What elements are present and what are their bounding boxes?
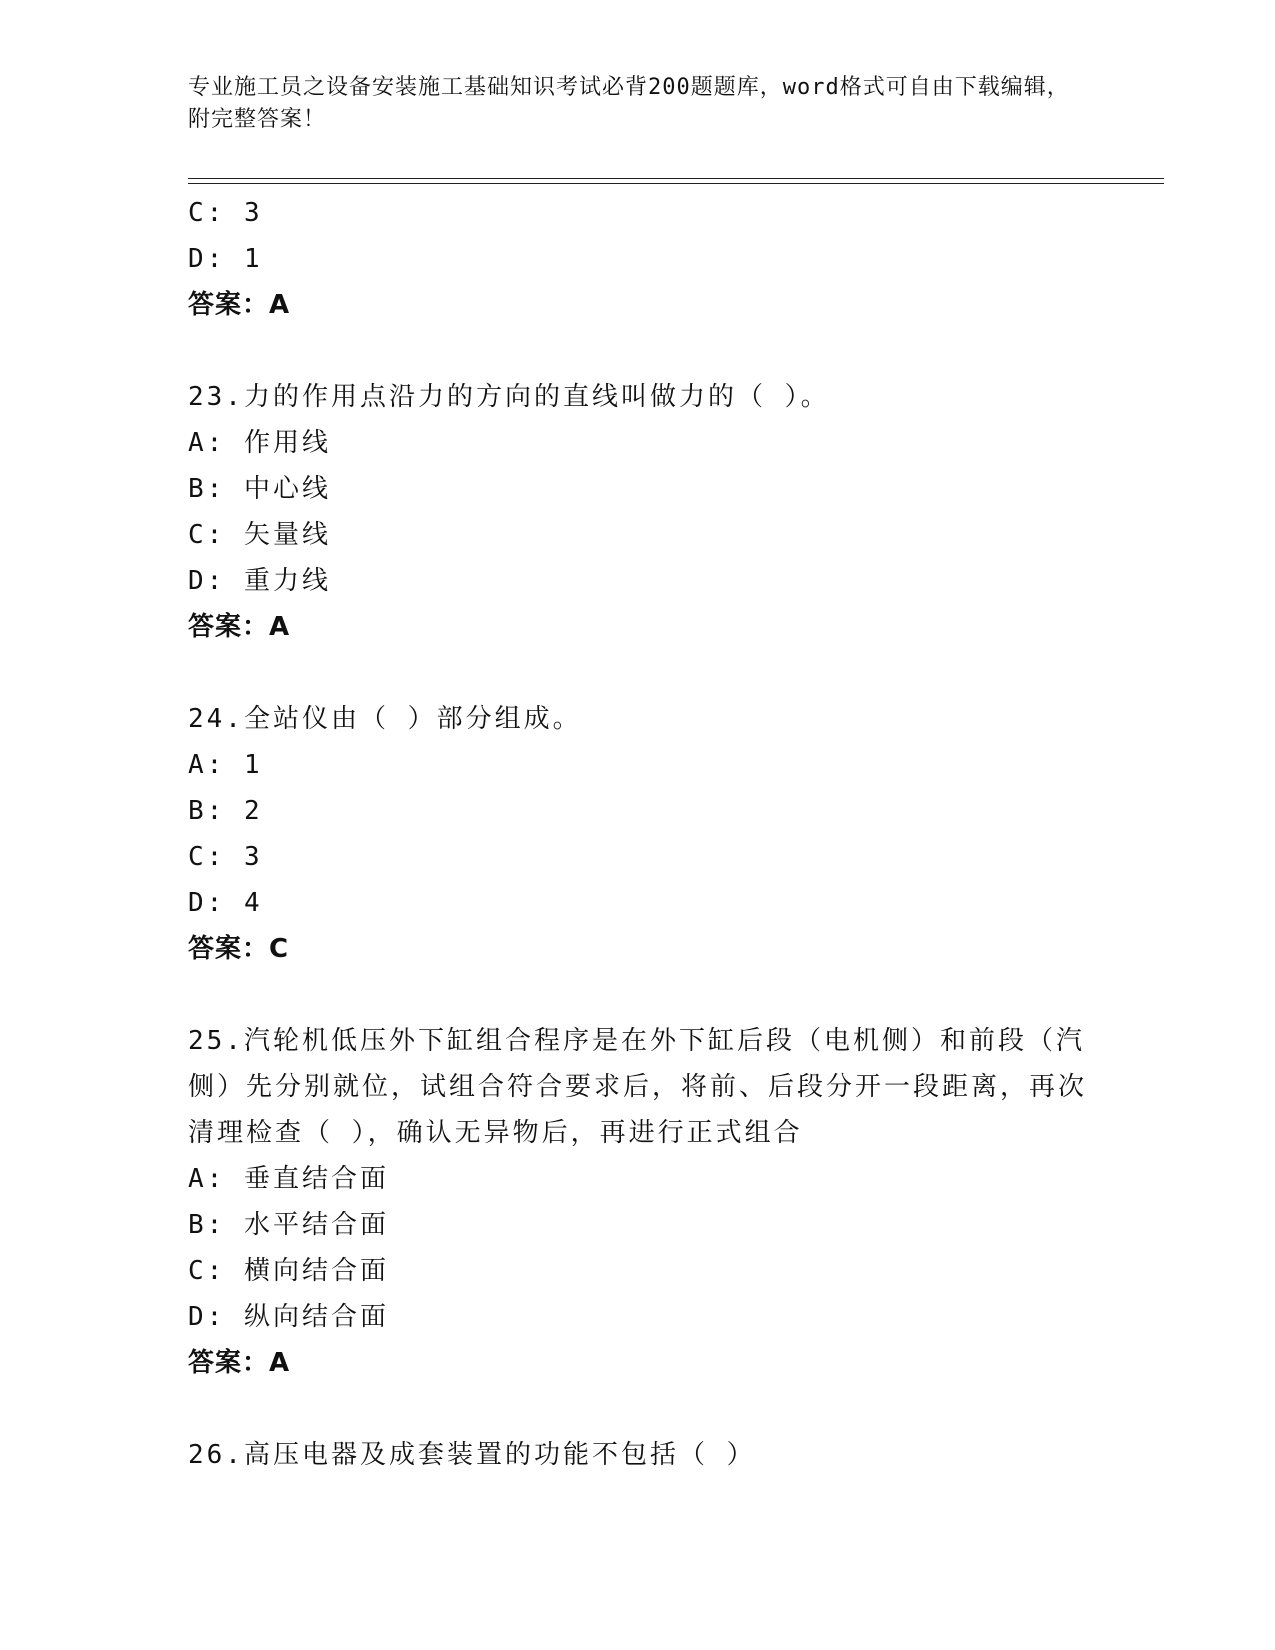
answer: 答案：A xyxy=(188,290,291,320)
option-b: B: 水平结合面 xyxy=(188,1210,389,1240)
answer: 答案：A xyxy=(188,612,291,642)
option-b: B: 中心线 xyxy=(188,474,331,504)
question-25 xyxy=(188,1018,1088,1386)
question-list xyxy=(188,190,1088,1478)
option-c: C: 3 xyxy=(188,198,263,228)
option-d: D: 纵向结合面 xyxy=(188,1302,389,1332)
option-d: D: 4 xyxy=(188,888,263,918)
option-c: C: 3 xyxy=(188,842,263,872)
answer: 答案：C xyxy=(188,934,290,964)
question-text: 23.力的作用点沿力的方向的直线叫做力的（ ）。 xyxy=(188,382,830,412)
question-26 xyxy=(188,1432,1088,1478)
option-a: A: 垂直结合面 xyxy=(188,1164,389,1194)
header-divider-top xyxy=(188,178,1164,179)
option-c: C: 矢量线 xyxy=(188,520,331,550)
question-text: 26.高压电器及成套装置的功能不包括（ ） xyxy=(188,1440,756,1470)
option-d: D: 1 xyxy=(188,244,263,274)
question-text: 24.全站仪由（ ）部分组成。 xyxy=(188,704,582,734)
option-a: A: 1 xyxy=(188,750,263,780)
option-d: D: 重力线 xyxy=(188,566,331,596)
question-24 xyxy=(188,696,1088,972)
question-text: 25.汽轮机低压外下缸组合程序是在外下缸后段（电机侧）和前段（汽侧）先分别就位，试组合符合要求后，将前、后段分开一段距离，再次清理检查（ ），确认无异物后，再进行正式组合 xyxy=(188,1026,1088,1148)
option-b: B: 2 xyxy=(188,796,263,826)
option-a: A: 作用线 xyxy=(188,428,331,458)
header-divider-bottom xyxy=(188,183,1164,184)
question-23 xyxy=(188,374,1088,650)
answer: 答案：A xyxy=(188,1348,291,1378)
option-c: C: 横向结合面 xyxy=(188,1256,389,1286)
document-header: 专业施工员之设备安装施工基础知识考试必背200题题库，word格式可自由下载编辑，附完整答案！ xyxy=(188,75,1070,132)
previous-question-tail xyxy=(188,190,1088,328)
